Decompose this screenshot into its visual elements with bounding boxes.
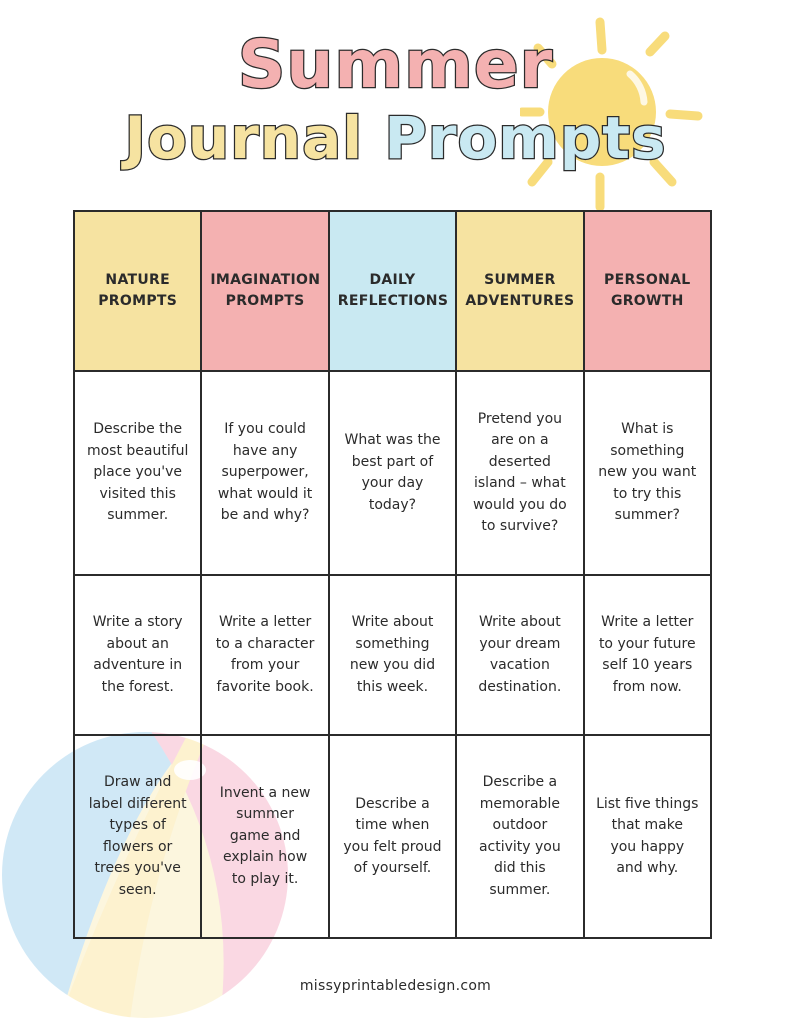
prompt-text-line: your day <box>361 475 424 491</box>
prompt-text-line: flowers or <box>103 838 173 855</box>
prompt-text-line: summer <box>236 806 294 823</box>
prompt-text-line: to play it. <box>231 870 299 887</box>
prompt-cell <box>584 575 711 735</box>
header-imagination: IMAGINATION PROMPTS <box>201 211 328 371</box>
prompt-text-line: did this <box>494 860 546 876</box>
prompt-text-line: your dream <box>479 635 561 652</box>
prompt-text-line: from your <box>230 657 300 673</box>
prompt-text-line: be and why? <box>220 507 310 524</box>
prompt-text-line: summer. <box>107 507 169 524</box>
prompt-text-line: are on a <box>491 432 549 448</box>
prompt-text-line: deserted <box>488 453 551 470</box>
prompt-text-line: today? <box>368 496 417 513</box>
header-adventures: SUMMER ADVENTURES <box>456 211 583 371</box>
prompt-text-line: Write about <box>351 614 434 630</box>
prompt-text-line: you felt proud <box>343 838 442 855</box>
footer-website: missyprintabledesign.com <box>299 978 492 994</box>
prompt-text-line: Invent a new <box>219 784 311 801</box>
prompt-text-line: best part of <box>351 453 434 470</box>
prompt-cell <box>329 371 456 575</box>
prompt-text-line: If you could <box>224 421 306 438</box>
prompt-text-line: Describe a <box>355 795 430 812</box>
prompt-text-line: Write a letter <box>218 614 312 630</box>
prompt-text-line: seen. <box>118 881 157 898</box>
prompt-cell <box>74 371 201 575</box>
prompt-cell <box>201 735 328 938</box>
prompt-text-line: superpower, <box>221 464 309 481</box>
prompt-text-line: Draw and <box>104 774 172 790</box>
title-summer: Summer <box>237 26 554 103</box>
prompt-cell <box>456 371 583 575</box>
prompt-text-line: activity you <box>478 838 561 855</box>
prompt-text-line: most beautiful <box>86 442 189 459</box>
title-prompts: Prompts <box>384 104 667 172</box>
prompt-text-line: Describe a <box>482 774 558 790</box>
header-nature: NATURE PROMPTS <box>74 211 201 371</box>
prompt-text-line: place you've <box>93 464 182 481</box>
prompt-text-line: to survive? <box>481 518 559 534</box>
prompt-text-line: explain how <box>223 849 308 866</box>
prompt-text-line: this week. <box>356 678 429 695</box>
prompt-cell <box>584 735 711 938</box>
prompt-text-line: to your future <box>598 635 696 652</box>
prompt-text-line: and why. <box>616 860 679 876</box>
prompt-cell <box>201 371 328 575</box>
prompt-text-line: self 10 years <box>602 657 693 673</box>
prompt-cell <box>456 575 583 735</box>
prompt-text-line: Write a story <box>92 614 183 630</box>
prompt-text-line: game and <box>229 827 301 844</box>
prompt-text-line: have any <box>232 442 298 459</box>
prompt-cell <box>74 735 201 938</box>
title-journal-prompts <box>0 104 791 172</box>
prompt-cell <box>329 735 456 938</box>
prompt-text-line: visited this <box>99 485 176 502</box>
prompt-text-line: memorable <box>479 795 560 812</box>
prompt-text-line: new you want <box>598 464 697 481</box>
prompt-text-line: adventure in <box>93 657 183 673</box>
prompt-text-line: from now. <box>612 678 682 695</box>
prompt-text-line: trees you've <box>94 860 181 876</box>
prompts-table <box>73 210 712 939</box>
prompt-text-line: you happy <box>610 838 685 855</box>
prompt-text-line: to try this <box>613 485 682 502</box>
prompt-text-line: Pretend you <box>477 410 563 427</box>
prompt-text-line: that make <box>611 817 683 833</box>
prompt-text-line: what would it <box>217 485 313 502</box>
prompt-text-line: Write a letter <box>601 614 694 630</box>
prompt-text-line: about an <box>106 635 169 652</box>
prompt-text-line: What is <box>621 421 674 438</box>
prompt-text-line: summer? <box>614 507 680 524</box>
prompt-text-line: What was the <box>344 432 441 448</box>
prompt-cell <box>201 575 328 735</box>
prompt-text-line: would you do <box>472 496 567 513</box>
prompt-cell <box>74 575 201 735</box>
prompt-text-line: something <box>355 635 430 652</box>
table-row <box>74 371 711 575</box>
prompt-text-line: something <box>610 442 685 459</box>
prompt-text-line: time when <box>355 817 430 833</box>
prompt-text-line: favorite book. <box>216 678 314 695</box>
prompt-cell <box>584 371 711 575</box>
prompt-text-line: List five things <box>596 795 699 812</box>
prompt-text-line: vacation <box>489 657 550 673</box>
table-row <box>74 735 711 938</box>
prompt-text-line: Describe the <box>93 421 183 438</box>
header-daily: DAILY REFLECTIONS <box>329 211 456 371</box>
prompt-text-line: Write about <box>478 614 561 630</box>
prompt-text-line: summer. <box>489 881 551 898</box>
prompt-text-line: destination. <box>478 678 562 695</box>
prompt-text-line: of yourself. <box>353 860 432 876</box>
title-journal: Journal <box>124 104 364 172</box>
prompt-text-line: island – what <box>474 475 566 491</box>
prompt-text-line: the forest. <box>101 678 174 695</box>
prompt-text-line: label different <box>88 795 187 812</box>
table-row <box>74 575 711 735</box>
header-row <box>74 211 711 371</box>
prompt-cell <box>456 735 583 938</box>
prompt-text-line: types of <box>109 817 166 833</box>
header-growth: PERSONAL GROWTH <box>584 211 711 371</box>
prompt-text-line: new you did <box>349 657 436 673</box>
prompt-cell <box>329 575 456 735</box>
prompt-text-line: outdoor <box>492 817 548 833</box>
prompt-text-line: to a character <box>215 635 315 652</box>
